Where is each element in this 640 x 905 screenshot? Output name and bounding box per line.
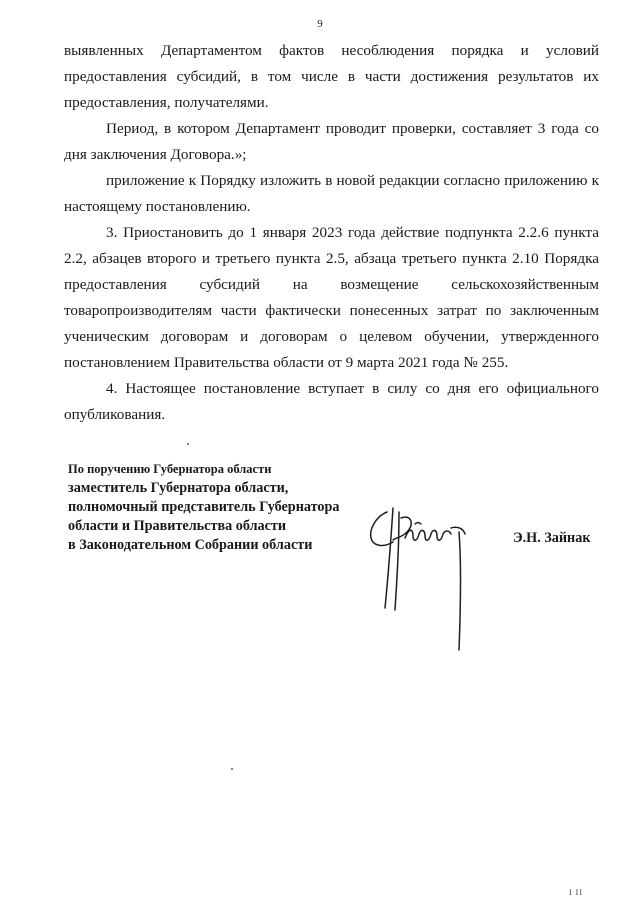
signatory-name: Э.Н. Зайнак [513,530,591,546]
signatory-title-line-2: полномочный представитель Губернатора [68,499,340,515]
handwritten-signature [355,498,475,658]
signatory-title-line-3: области и Правительства области [68,518,287,534]
document-body [64,38,599,428]
signature-preface: По поручению Губернатора области [68,462,272,476]
paragraph-5: 4. Настоящее постановление вступает в силу со дня его официального опубликования. [64,380,599,423]
scan-speck [187,443,189,445]
scan-speck [231,768,233,770]
paragraph-1: выявленных Департаментом фактов несоблюдения порядка и условий предоставления субсидий, в том числе в части достижения результатов их предоставления, получателями. [64,42,599,111]
signatory-title-line-4: в Законодательном Собрании области [68,537,313,553]
signatory-title-line-1: заместитель Губернатора области, [68,480,289,496]
paragraph-3: приложение к Порядку изложить в новой редакции согласно приложению к настоящему постановлению. [64,172,599,215]
paragraph-4: 3. Приостановить до 1 января 2023 года действие подпункта 2.2.6 пункта 2.2, абзацев второго и третьего пункта 2.5, абзаца третьего пункта 2.10 Порядка предоставления субсидий на возмещение сельскохозяйственным товаропроизводителям части фактически понесенных затрат по заключенным ученическим договорам и договорам о целевом обучении, утвержденного постановлением Правительства области от 9 марта 2021 года № 255. [64,224,599,371]
paragraph-2: Период, в котором Департамент проводит проверки, составляет 3 года со дня заключения Договора.»; [64,120,599,163]
page-number: 9 [317,18,323,30]
signature-block [68,461,339,555]
footer-mark: I II [569,888,583,897]
